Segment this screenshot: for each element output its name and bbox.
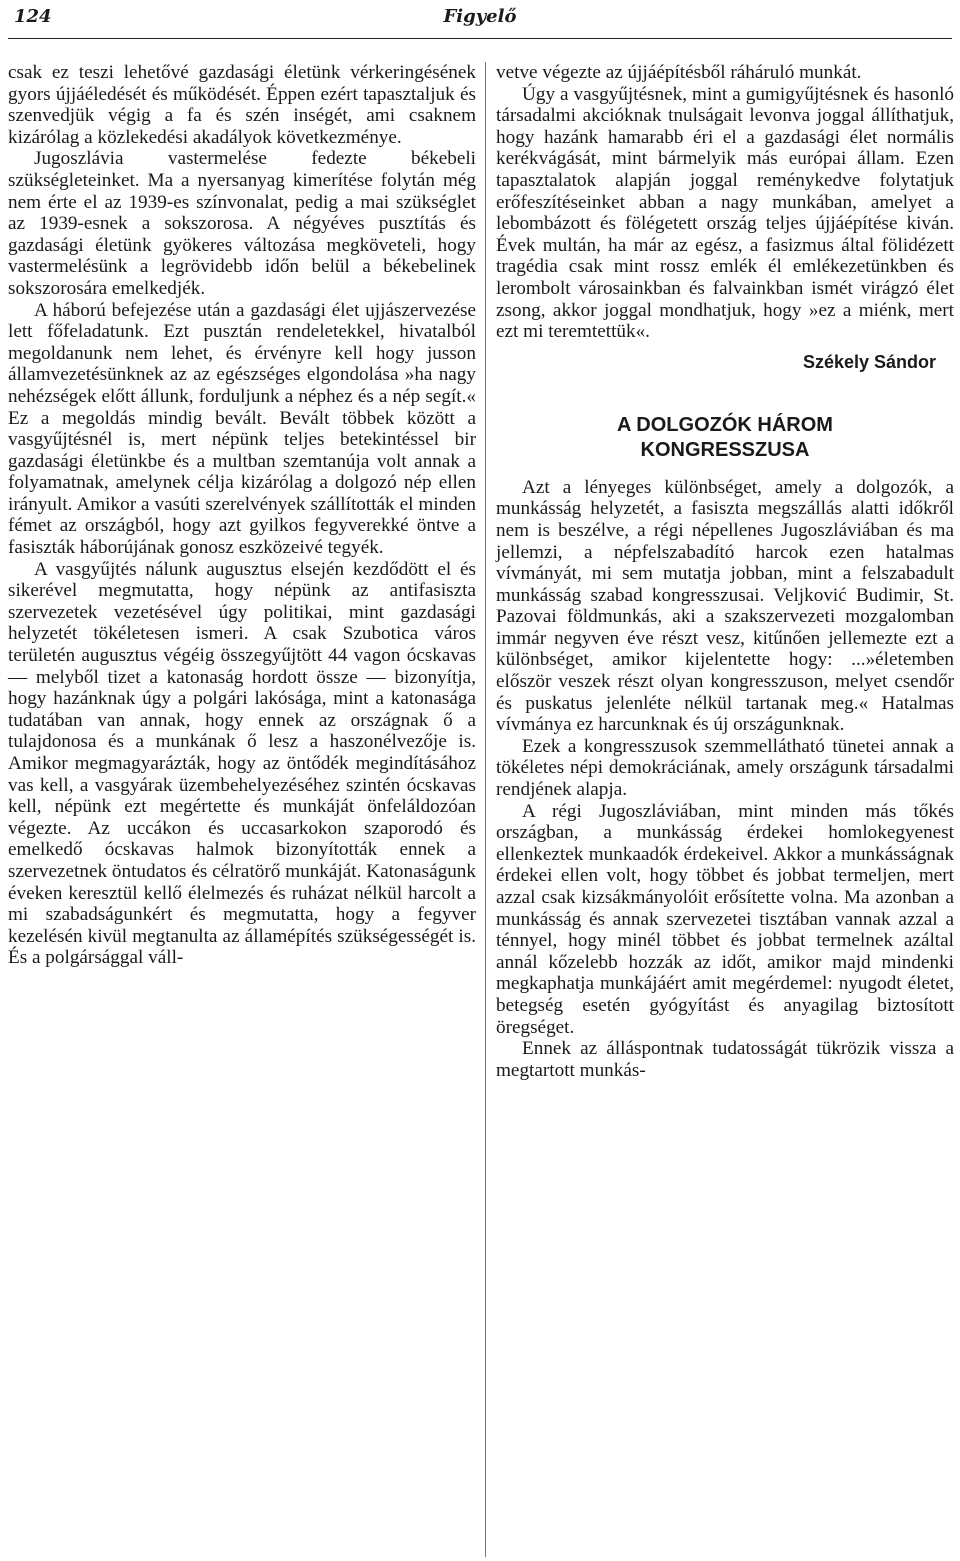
paragraph: Azt a lényeges különbséget, amely a dolgozók, a munkásság helyzetét, a fasiszta megszállás alatti időkről nem is beszélve, a régi népellenes Jugoszláviában és ma jellemzi, a népfelszabadító harcok ezen hatalmas vívmányát, mi sem mutatja jobban, mint a felszabadult munkásság szabad kongresszusai. Veljković Budimir, St. Pazovai földmunkás, aki a szakszervezeti mozgalomban immár negyven éve részt vesz, kitűnően jellemezte ezt a különbséget, amikor kijelentette hogy: ...»életemben először veszek részt olyan kongresszuson, melyet csendőr és puskatus jelenléte nélkül tartanak meg.« Hatalmas vívmánya ez harcunknak és új országunknak. [496, 476, 954, 736]
right-column [496, 62, 954, 1081]
paragraph: Úgy a vasgyűjtésnek, mint a gumigyűjtésnek és hasonló társadalmi akcióknak tnulságait levonva joggal állíthatjuk, hogy hazánk hamarabb éri el a gazdasági élet normális kerékvágását, mint bármelyik más európai állam. Ezen tapasztalatok alapján joggal reménykedve folytatjuk erőfeszítéseinket abban a nagy munkában, amelyet a lebombázott és fölégetett ország teljes újjáépítése kiván. Évek multán, ha már az egész, a fasizmus által fölidézett tragédia csak mint rossz emlék él emlékezetünkben és lerombolt városainkban és falvainkban ismét virágzó élet zsong, akkor joggal mondhatjuk, hogy »ez a miénk, mert ezt mi teremtettük«. [496, 83, 954, 343]
journal-title: Figyelő [443, 6, 517, 27]
article-title-line: KONGRESSZUSA [640, 438, 810, 461]
page-number: 124 [14, 6, 52, 27]
paragraph: vetve végezte az újjáépítésből ráháruló munkát. [496, 62, 862, 83]
paragraph: A régi Jugoszláviában, mint minden más tőkés országban, a munkásság érdekei homlokegyenest ellenkeztek munkaadók érdekeivel. Akkor a munkásságnak érdekei ellen volt, hogy többet és jobbat termeljen, mert azzal csak kizsákmányolóit erősítette volna. Ma azonban a munkásság és annak szervezetei tisztában vannak azzal a ténnyel, hogy minél többet és jobbat termelnek azáltal annál kőzelebb hozzák az időt, amikor majd mindenki megkaphatja munkájáért amit megérdemel: nyugodt életet, betegség esetén gyógyítást és anyagilag biztosított öregséget. [496, 800, 954, 1038]
paragraph: Jugoszlávia vastermelése fedezte békebeli szükségleteinket. Ma a nyersanyag kimerítése folytán még nem érte el az 1939-es színvonalat, pedig a mai szükséglet az 1939-esnek a sokszorosa. A négyéves pusztítás és gazdasági életünk gyökeres változása megköveteli, hogy vastermelésünk a legrövidebb időn belül a békebelinek sokszorosára emelkedjék. [8, 148, 476, 299]
header-rule [8, 38, 952, 39]
author-signature: Székely Sándor [802, 351, 936, 372]
paragraph: Ezek a kongresszusok szemmellátható tünetei annak a tökéletes népi demokráciának, amely országunk társadalmi rendjének alapja. [496, 735, 954, 801]
paragraph: A háború befejezése után a gazdasági élet ujjászervezése lett főfeladatunk. Ezt pusztán rendeletekkel, hivatalból megoldanunk nem lehet, és érvényre kell hogy jusson államvezetésünknek az az egészséges elgondolása »ha nagy nehézségek előtt állunk, forduljunk a néphez és a nép segít.« Ez a megoldás mindig bevált. Bevált többek között a vasgyűjtésnél is, mert népünk teljes betekintéssel bir gazdasági életünkbe és a multban szemtanúja volt annak a folyamatnak, amelynek célja kizárólag a dolgozó nép ellen irányult. Amikor a vasúti szerelvények szállították el minden fémet az országból, hogy azt gyilkos fegyverekké öntve a fasiszták háborújának gonosz eszközeivé tegyék. [8, 299, 476, 559]
paragraph: csak ez teszi lehetővé gazdasági életünk vérkeringésének gyors újjáéledését és működését. Éppen ezért tapasztaljuk és szenvedjük végig a fa és szén inségét, ami csaknem kizárólag a közlekedési akadályok következménye. [8, 62, 476, 148]
column-divider [485, 62, 486, 1557]
left-column [8, 62, 476, 969]
article-title-line: A DOLGOZÓK HÁROM [617, 413, 833, 436]
paragraph: Ennek az álláspontnak tudatosságát tükrözik vissza a megtartott munkás- [496, 1038, 954, 1081]
page-header [0, 0, 960, 44]
article-title [496, 413, 954, 463]
paragraph: A vasgyűjtés nálunk augusztus elsején kezdődött el és sikerével megmutatta, hogy népünk az antifasiszta szervezetek vezetésével úgy politikai, mint gazdasági helyzetét tökéletesen ismeri. A csak Szubotica város területén augusztus végéig összegyűjtött 44 vagon ócskavas — melyből tizet a katonaság hordott össze — bizonyítja, hogy hazánknak úgy a polgári lakósága, mint a katonasága tudatában van annak, hogy ennek az országnak ő a tulajdonosa és a munkának ő lesz a haszonélvezője is. Amikor megmagyarázták, hogy az öntődék megindításához vas kell, a vasgyárak üzembehelyezéséhez szintén ócskavas kell, népünk ezt megértette és munkáját önfeláldozóan végezte. Az uccákon és uccasarkokon szaporodó és emelkedő ócskavas halmok bizonyították ennek a szervezetnek öntudatos és célratörő munkáját. Katonaságunk éveken keresztül kellő élelmezés és ruházat nélkül harcolt a mi szabadságunkért és megmutatta, hogy a fegyver kezelésén kivül megtanulta az államépítés szükségességét is. És a polgársággal váll- [8, 558, 476, 969]
